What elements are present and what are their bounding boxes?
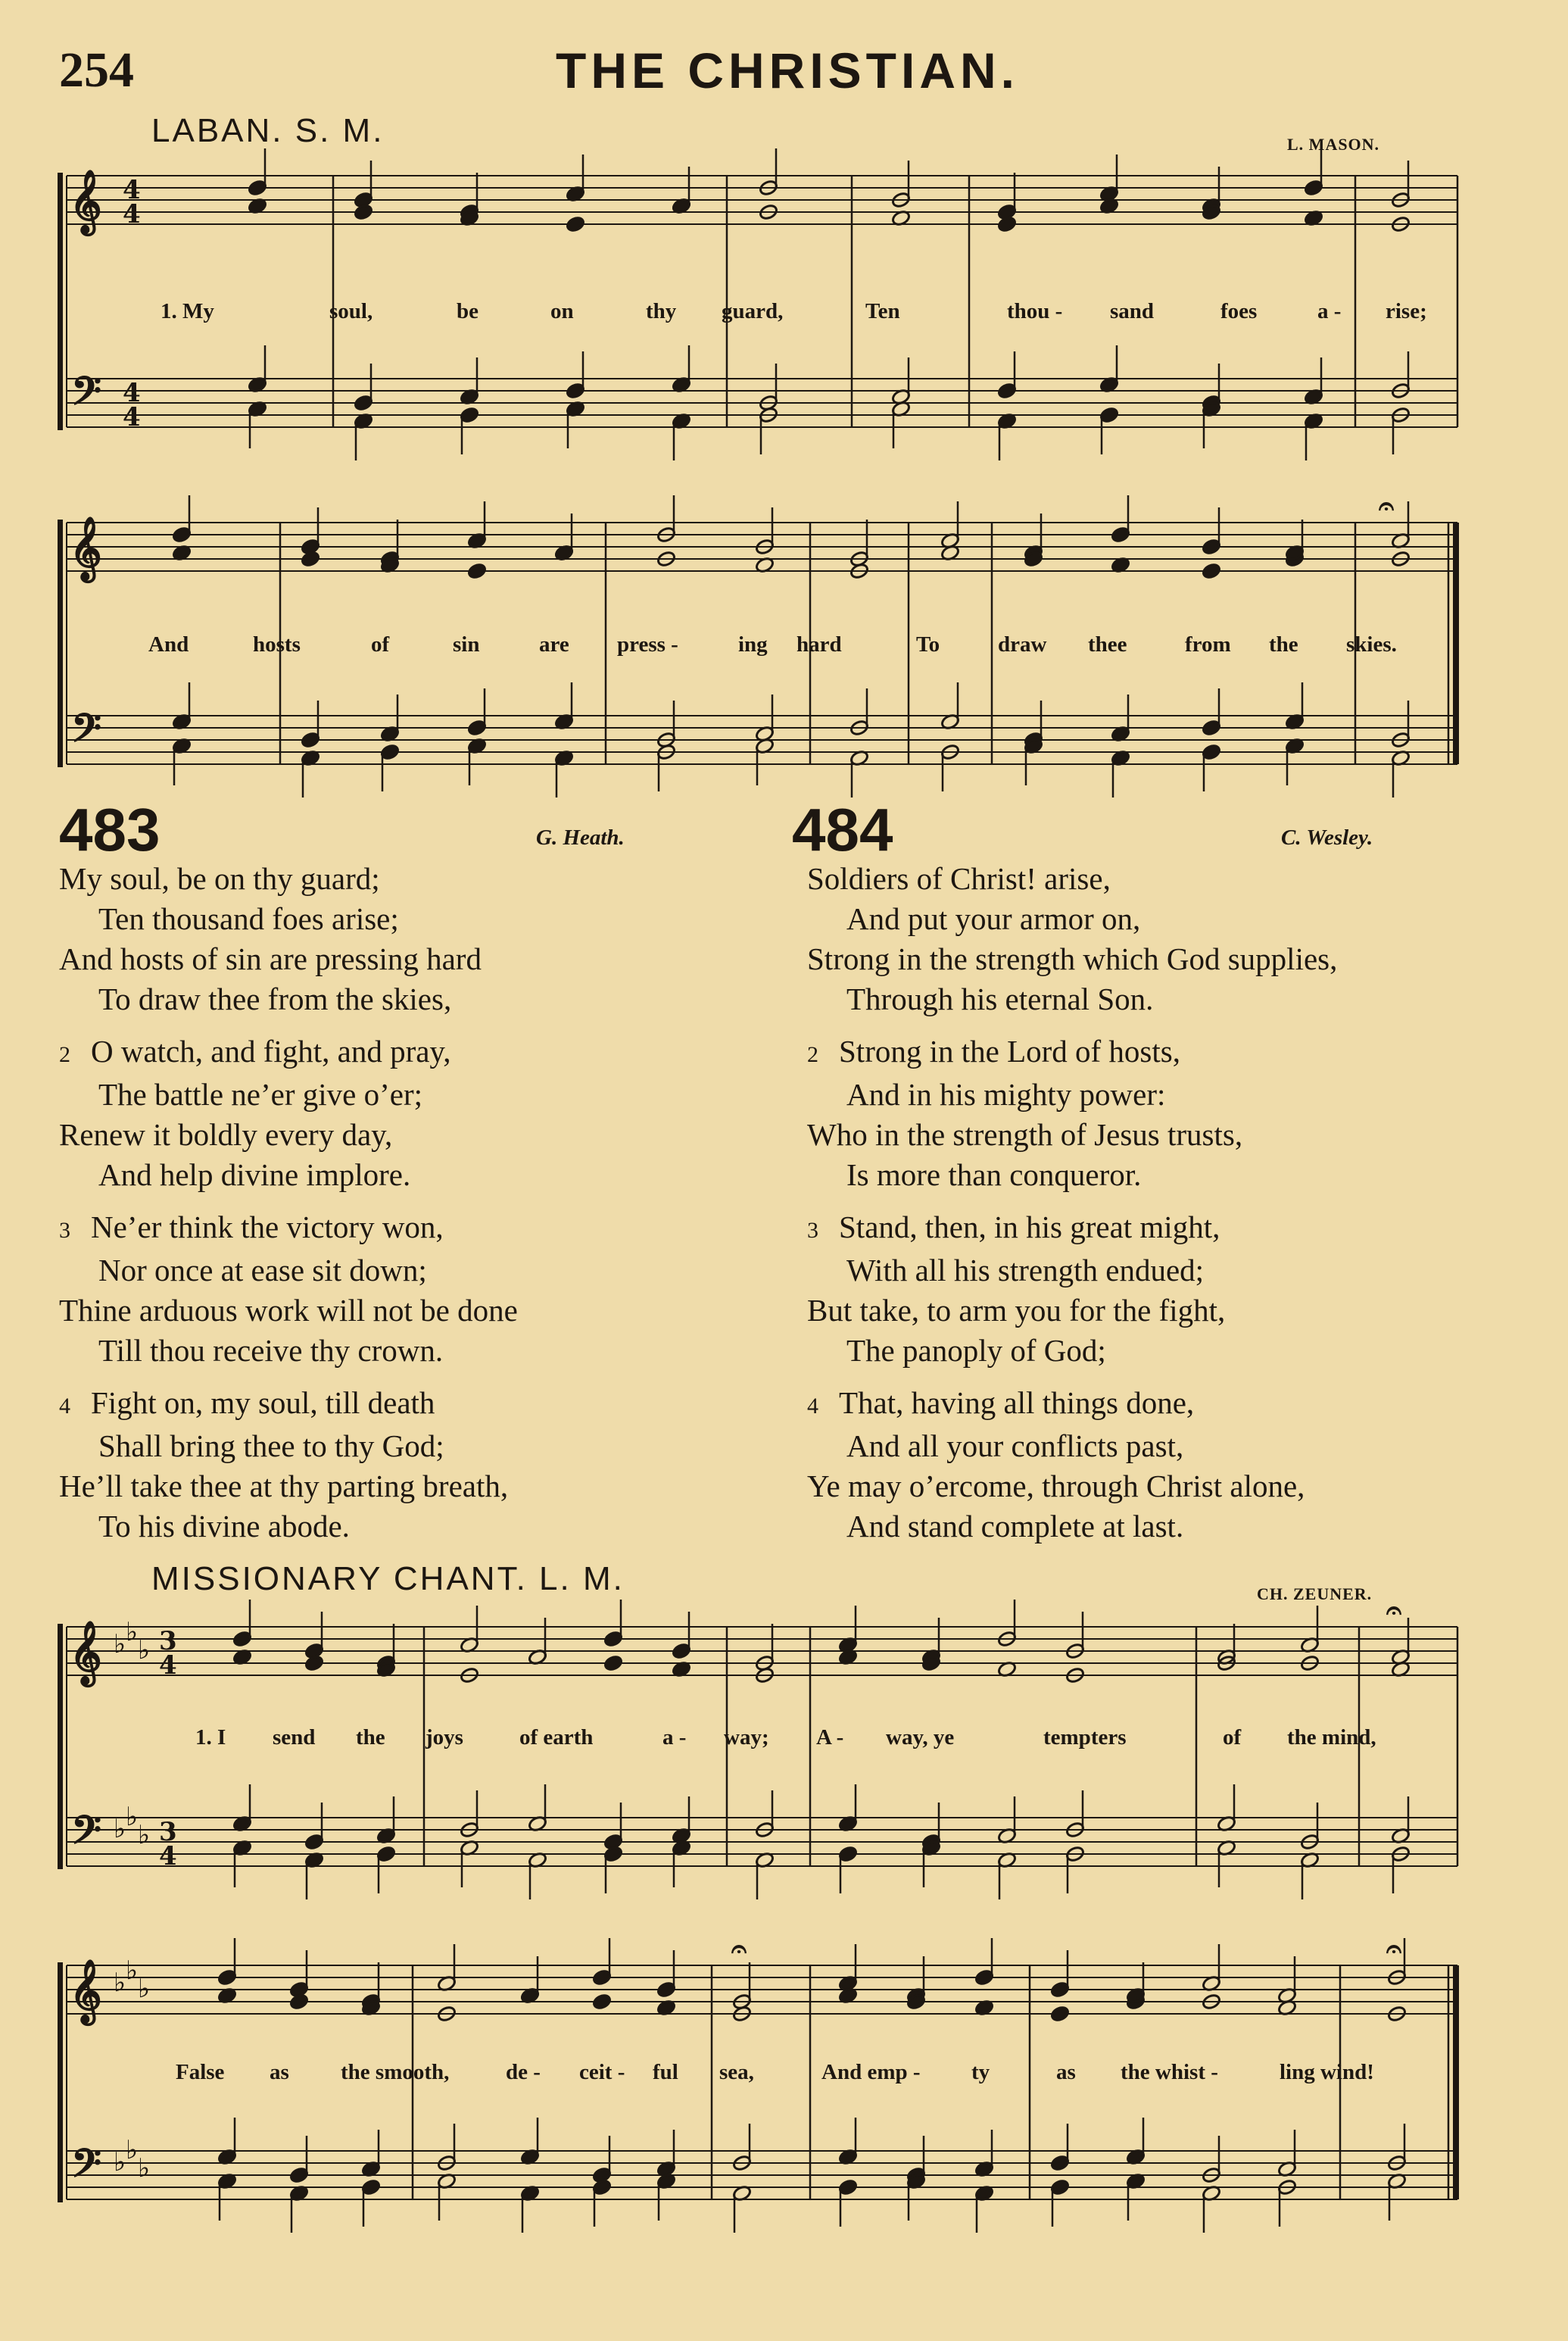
- lyric-syllable: rise;: [1386, 299, 1427, 323]
- hymn-number-483: 483: [59, 796, 161, 863]
- verse-line: That, having all things done,: [839, 1385, 1195, 1420]
- lyric-syllable: on: [550, 299, 574, 323]
- system-brace: [58, 1962, 63, 2202]
- composer-missionary-chant: CH. ZEUNER.: [1257, 1584, 1373, 1603]
- verse-line: Shall bring thee to thy God;: [98, 1428, 444, 1463]
- treble-note-head: [592, 1993, 612, 2011]
- lyric-syllable: a -: [1317, 299, 1342, 323]
- running-head: THE CHRISTIAN.: [556, 42, 1019, 98]
- lyric-syllable: de -: [506, 2060, 541, 2084]
- treble-note-head: [997, 216, 1017, 233]
- verse-line: Thine arduous work will not be done: [59, 1293, 518, 1328]
- tune-title-missionary-chant: MISSIONARY CHANT. L. M.: [151, 1560, 625, 1597]
- lyric-syllable: from: [1185, 632, 1231, 657]
- verse-line: My soul, be on thy guard;: [59, 861, 380, 896]
- page-number: 254: [59, 42, 134, 98]
- lyric-syllable: the whist -: [1121, 2060, 1218, 2084]
- lyric-syllable: the smooth,: [341, 2060, 450, 2084]
- fermata-icon: 𝄐: [1379, 490, 1395, 522]
- lyric-syllable: skies.: [1346, 632, 1397, 657]
- treble-note-head: [467, 563, 487, 580]
- lyric-syllable: as: [270, 2060, 289, 2084]
- lyric-syllable: the: [356, 1725, 385, 1750]
- lyric-syllable: tempters: [1043, 1725, 1127, 1750]
- time-signature-bottom: 4: [123, 402, 141, 432]
- lyric-syllable: send: [273, 1725, 316, 1750]
- fermata-icon: 𝄐: [1386, 1933, 1402, 1965]
- lyric-syllable: way;: [724, 1725, 769, 1750]
- treble-clef-icon: 𝄞: [70, 1619, 102, 1684]
- treble-note-head: [304, 1655, 324, 1672]
- lyric-syllable: ful: [653, 2060, 678, 2084]
- verse: [59, 1032, 786, 1195]
- verse-line: Through his eternal Son.: [846, 982, 1154, 1016]
- verse-line: Strong in the Lord of hosts,: [839, 1034, 1180, 1069]
- tune-title-laban: LABAN. S. M.: [151, 112, 385, 149]
- flat-sign-icon: ♭: [126, 2135, 139, 2165]
- flat-sign-icon: ♭: [126, 1802, 139, 1832]
- hymn-number-484: 484: [792, 796, 893, 863]
- system-brace: [58, 1624, 63, 1869]
- lyric-syllable: sin: [453, 632, 480, 657]
- lyric-syllable: thou -: [1007, 299, 1063, 323]
- time-signature-bottom: 4: [159, 1650, 177, 1681]
- lyric-syllable: thee: [1088, 632, 1127, 657]
- verse-line: And put your armor on,: [846, 901, 1141, 936]
- treble-note-head: [603, 1655, 623, 1672]
- composer-laban: L. MASON.: [1287, 135, 1380, 154]
- lyric-syllable: ty: [971, 2060, 990, 2084]
- lyric-syllable: 1. I: [195, 1725, 226, 1750]
- verse-line: Ne’er think the victory won,: [91, 1210, 444, 1244]
- verse-line: Is more than conqueror.: [846, 1157, 1142, 1192]
- verse-line: The battle ne’er give o’er;: [98, 1077, 422, 1112]
- treble-note-head: [354, 204, 373, 221]
- verse-line: And stand complete at last.: [846, 1509, 1184, 1543]
- lyric-syllable: a -: [662, 1725, 687, 1750]
- verse-line: He’ll take thee at thy parting breath,: [59, 1469, 509, 1503]
- lyric-syllable: ing: [738, 632, 768, 657]
- flat-sign-icon: ♭: [114, 1968, 126, 1998]
- time-signature-top: 4: [123, 175, 141, 205]
- lyric-syllable: ceit -: [579, 2060, 625, 2084]
- verse: [807, 1383, 1534, 1547]
- verse-line: Nor once at ease sit down;: [98, 1253, 427, 1288]
- verse-line: Stand, then, in his great might,: [839, 1210, 1220, 1244]
- verse-number: 3: [59, 1218, 70, 1243]
- lyric-syllable: And: [148, 632, 189, 657]
- lyric-syllable: And emp -: [821, 2060, 921, 2084]
- lyric-syllable: the mind,: [1287, 1725, 1376, 1750]
- verse-line: To his divine abode.: [98, 1509, 350, 1543]
- verse-line: Fight on, my soul, till death: [91, 1385, 435, 1420]
- lyric-syllable: as: [1056, 2060, 1076, 2084]
- verse-line: The panoply of God;: [846, 1333, 1106, 1368]
- verse-line: Ten thousand foes arise;: [98, 901, 399, 936]
- verse-line: With all his strength endued;: [846, 1253, 1205, 1288]
- flat-sign-icon: ♭: [126, 1617, 139, 1647]
- flat-sign-icon: ♭: [114, 1629, 126, 1659]
- verse: [59, 859, 786, 1019]
- verse-number: 3: [807, 1218, 818, 1243]
- verse-line: Who in the strength of Jesus trusts,: [807, 1117, 1243, 1152]
- verse-line: Soldiers of Christ! arise,: [807, 861, 1111, 896]
- flat-sign-icon: ♭: [138, 2153, 151, 2183]
- time-signature-top: 4: [123, 378, 141, 408]
- system-brace: [58, 520, 63, 767]
- lyric-syllable: the: [1269, 632, 1298, 657]
- lyric-syllable: draw: [998, 632, 1047, 657]
- lyric-syllable: To: [916, 632, 940, 657]
- flat-sign-icon: ♭: [114, 1814, 126, 1844]
- lyric-syllable: guard,: [722, 299, 784, 323]
- verse-line: But take, to arm you for the fight,: [807, 1293, 1226, 1328]
- verse-number: 2: [59, 1042, 70, 1067]
- verse: [807, 1032, 1534, 1195]
- treble-note-head: [1202, 563, 1221, 580]
- lyric-syllable: foes: [1220, 299, 1258, 323]
- flat-sign-icon: ♭: [138, 1974, 151, 2004]
- verse-line: And all your conflicts past,: [846, 1428, 1184, 1463]
- treble-note-head: [566, 216, 585, 233]
- flat-sign-icon: ♭: [138, 1635, 151, 1665]
- hymn-author-483: G. Heath.: [536, 826, 625, 850]
- verse-line: And hosts of sin are pressing hard: [59, 941, 482, 976]
- lyric-syllable: A -: [816, 1725, 844, 1750]
- bass-clef-icon: 𝄢: [71, 2140, 101, 2196]
- lyric-syllable: soul,: [329, 299, 373, 323]
- lyric-syllable: of earth: [519, 1725, 594, 1750]
- treble-note-head: [289, 1993, 309, 2011]
- verse: [59, 1207, 786, 1371]
- flat-sign-icon: ♭: [138, 1820, 151, 1850]
- lyric-syllable: be: [457, 299, 479, 323]
- verse-number: 4: [59, 1394, 70, 1419]
- hymn-text-483: [59, 859, 786, 1559]
- verse-line: Till thou receive thy crown.: [98, 1333, 444, 1368]
- lyric-syllable: False: [176, 2060, 225, 2084]
- time-signature-top: 3: [159, 1817, 177, 1847]
- verse-line: And help divine implore.: [98, 1157, 411, 1192]
- hymn-text-484: [807, 859, 1534, 1559]
- flat-sign-icon: ♭: [126, 1956, 139, 1986]
- verse-number: 2: [807, 1042, 818, 1067]
- fermata-icon: 𝄐: [731, 1933, 747, 1965]
- verse-line: To draw thee from the skies,: [98, 982, 452, 1016]
- lyric-syllable: 1. My: [161, 299, 214, 323]
- lyric-syllable: Ten: [865, 299, 900, 323]
- bass-clef-icon: 𝄢: [71, 368, 101, 423]
- verse: [807, 859, 1534, 1019]
- verse-line: Strong in the strength which God supplies,: [807, 941, 1338, 976]
- lyric-syllable: sea,: [719, 2060, 754, 2084]
- verse-line: Ye may o’ercome, through Christ alone,: [807, 1469, 1305, 1503]
- lyric-syllable: way, ye: [886, 1725, 955, 1750]
- lyric-syllable: sand: [1110, 299, 1155, 323]
- bass-clef-icon: 𝄢: [71, 1807, 101, 1862]
- lyric-syllable: ling wind!: [1280, 2060, 1374, 2084]
- fermata-icon: 𝄐: [1386, 1594, 1402, 1626]
- treble-clef-icon: 𝄞: [70, 1958, 102, 2022]
- treble-clef-icon: 𝄞: [70, 515, 102, 579]
- lyric-syllable: of: [1223, 1725, 1242, 1750]
- hymn-author-484: C. Wesley.: [1281, 826, 1373, 850]
- verse-line: O watch, and fight, and pray,: [91, 1034, 451, 1069]
- time-signature-bottom: 4: [159, 1841, 177, 1871]
- time-signature-bottom: 4: [123, 199, 141, 229]
- treble-note-head: [301, 551, 320, 568]
- verse-line: And in his mighty power:: [846, 1077, 1166, 1112]
- bass-clef-icon: 𝄢: [71, 705, 101, 760]
- lyric-syllable: hard: [796, 632, 842, 657]
- verse-line: Renew it boldly every day,: [59, 1117, 393, 1152]
- treble-note-head: [1050, 2005, 1070, 2023]
- treble-clef-icon: 𝄞: [70, 168, 102, 233]
- lyric-syllable: hosts: [253, 632, 301, 657]
- time-signature-top: 3: [159, 1626, 177, 1656]
- lyric-syllable: press -: [617, 632, 678, 657]
- lyric-syllable: of: [371, 632, 390, 657]
- lyric-syllable: are: [539, 632, 569, 657]
- lyric-syllable: joys: [426, 1725, 463, 1750]
- system-brace: [58, 173, 63, 430]
- verse: [807, 1207, 1534, 1371]
- verse-number: 4: [807, 1394, 818, 1419]
- flat-sign-icon: ♭: [114, 2147, 126, 2177]
- verse: [59, 1383, 786, 1547]
- lyric-syllable: thy: [646, 299, 677, 323]
